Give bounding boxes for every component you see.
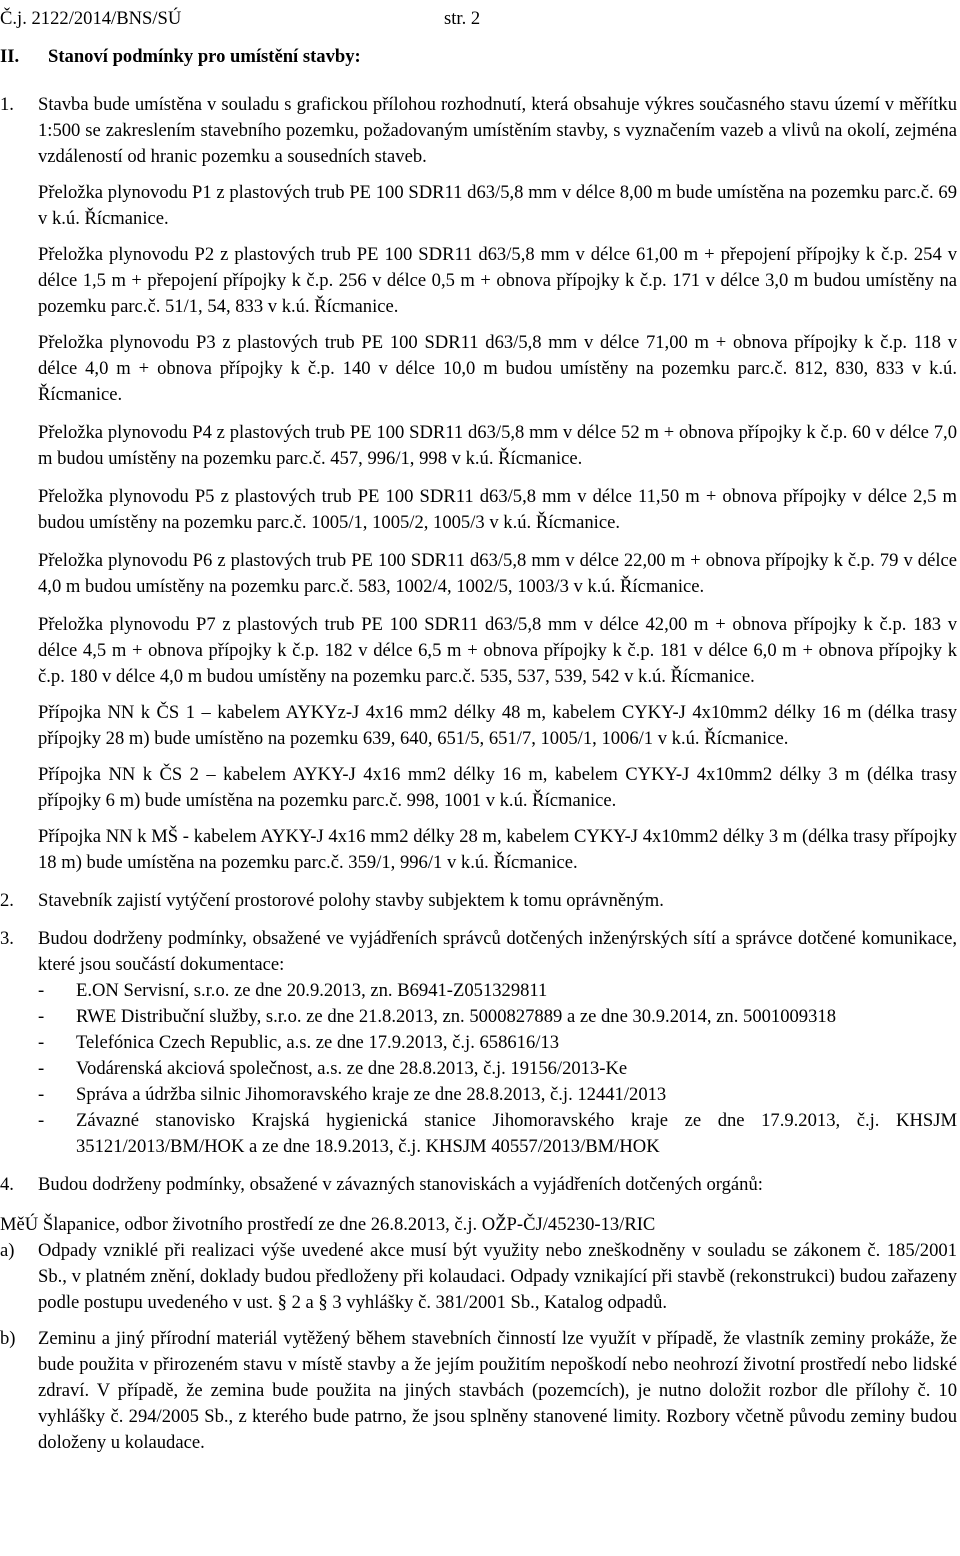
requirement-label: a): [0, 1240, 15, 1261]
condition-text: Stavebník zajistí vytýčení prostorové polohy stavby subjektem k tomu oprávněným.: [38, 890, 664, 911]
section-number: II.: [0, 46, 20, 67]
requirement-label: b): [0, 1328, 16, 1349]
list-item: [38, 1108, 957, 1160]
list-item: [38, 1004, 957, 1030]
power-connection-1: Přípojka NN k ČS 1 – kabelem AYKYz-J 4x16 mm2 délky 48 m, kabelem CYKY-J 4x10mm2 délky 16 m (délka trasy přípojky 28 m) bude umístěno na pozemku 639, 640, 651/5, 651/7, 1005/1, 1006/1 v k.ú. Řícmanice.: [38, 702, 957, 749]
authority-statement: MěÚ Šlapanice, odbor životního prostředí ze dne 26.8.2013, č.j. OŽP-ČJ/45230-13/RIC: [0, 1214, 656, 1235]
relocation-p2: Přeložka plynovodu P2 z plastových trub PE 100 SDR11 d63/5,8 mm v délce 61,00 m + přepojení přípojky k č.p. 254 v délce 1,5 m + přepojení přípojky k č.p. 256 v délce 0,5 m + obnova přípojky k č.p. 171 v délce 3,0 m budou umístěny na pozemku parc.č. 51/1, 54, 833 v k.ú. Řícmanice.: [38, 244, 957, 317]
requirement-text: Odpady vzniklé při realizaci výše uvedené akce musí být využity nebo zneškodněny v souladu se zákonem č. 185/2001 Sb., v platném znění, doklady budou předloženy při kolaudaci. Odpady vznikající při stavbě (rekonstrukci) budou zařazeny podle postupu uvedeného v ust. § 2 a § 3 vyhlášky č. 381/2001 Sb., Katalog odpadů.: [38, 1240, 957, 1313]
relocation-p6: Přeložka plynovodu P6 z plastových trub PE 100 SDR11 d63/5,8 mm v délce 22,00 m + obnova přípojky k č.p. 79 v délce 4,0 m budou umístěny na pozemku parc.č. 583, 1002/4, 1002/5, 1003/3 v k.ú. Řícmanice.: [38, 550, 957, 597]
dash-marker: -: [38, 980, 45, 1001]
page-number: str. 2: [444, 8, 481, 29]
section-title: Stanoví podmínky pro umístění stavby:: [48, 46, 361, 67]
condition-2: [0, 888, 957, 914]
condition-number: 4.: [0, 1174, 14, 1195]
dash-marker: -: [38, 1084, 45, 1105]
conditions-list: [0, 92, 957, 1456]
condition-number: 2.: [0, 890, 14, 911]
list-item-text: E.ON Servisní, s.r.o. ze dne 20.9.2013, zn. B6941-Z051329811: [76, 980, 548, 1001]
condition-text: Budou dodrženy podmínky, obsažené ve vyjádřeních správců dotčených inženýrských sítí a správce dotčené komunikace, které jsou součástí dokumentace:: [38, 928, 957, 975]
relocation-p5: Přeložka plynovodu P5 z plastových trub PE 100 SDR11 d63/5,8 mm v délce 11,50 m + obnova přípojky v délce 2,5 m budou umístěny na pozemku parc.č. 1005/1, 1005/2, 1005/3 v k.ú. Řícmanice.: [38, 486, 957, 533]
list-item: [38, 1056, 957, 1082]
power-connection-3: Přípojka NN k MŠ - kabelem AYKY-J 4x16 mm2 délky 28 m, kabelem CYKY-J 4x10mm2 délky 3 m (délka trasy přípojky 18 m) bude umístěna na pozemku parc.č. 359/1, 996/1 v k.ú. Řícmanice.: [38, 826, 957, 873]
list-item-text: Závazné stanovisko Krajská hygienická stanice Jihomoravského kraje ze dne 17.9.2013, č.j. KHSJM 35121/2013/BM/HOK a ze dne 18.9.2013, č.j. KHSJM 40557/2013/BM/HOK: [76, 1110, 957, 1157]
list-item: [38, 978, 957, 1004]
condition-text: Stavba bude umístěna v souladu s grafickou přílohou rozhodnutí, která obsahuje výkres současného stavu území v měřítku 1:500 se zakreslením stavebního pozemku, požadovaným umístěním stavby, s vyznačením vazeb a vlivů na okolí, zejména vzdáleností od hranic pozemku a sousedních staveb.: [38, 94, 957, 167]
list-item-text: Vodárenská akciová společnost, a.s. ze dne 28.8.2013, č.j. 19156/2013-Ke: [76, 1058, 628, 1079]
list-item-text: Správa a údržba silnic Jihomoravského kraje ze dne 28.8.2013, č.j. 12441/2013: [76, 1084, 667, 1105]
page-header: [0, 6, 481, 32]
list-item: [38, 1030, 957, 1056]
power-connection-2: Přípojka NN k ČS 2 – kabelem AYKY-J 4x16 mm2 délky 16 m, kabelem CYKY-J 4x10mm2 délky 3 m (délka trasy přípojky 6 m) bude umístěna na pozemku parc.č. 998, 1001 v k.ú. Řícmanice.: [38, 764, 957, 811]
list-item: [38, 1082, 957, 1108]
relocation-p4: Přeložka plynovodu P4 z plastových trub PE 100 SDR11 d63/5,8 mm v délce 52 m + obnova přípojky k č.p. 60 v délce 7,0 m budou umístěny na pozemku parc.č. 457, 996/1, 998 v k.ú. Řícmanice.: [38, 422, 957, 469]
list-item-text: RWE Distribuční služby, s.r.o. ze dne 21.8.2013, zn. 5000827889 a ze dne 30.9.2014, zn. 5001009318: [76, 1006, 836, 1027]
condition-3: [0, 926, 957, 1160]
relocation-p1: Přeložka plynovodu P1 z plastových trub PE 100 SDR11 d63/5,8 mm v délce 8,00 m bude umístěna na pozemku parc.č. 69 v k.ú. Řícmanice.: [38, 182, 957, 229]
relocation-p7: Přeložka plynovodu P7 z plastových trub PE 100 SDR11 d63/5,8 mm v délce 42,00 m + obnova přípojky k č.p. 183 v délce 4,5 m + obnova přípojky k č.p. 182 v délce 6,5 m + obnova přípojky k č.p. 181 v délce 6,0 m + obnova přípojky k č.p. 180 v délce 4,0 m budou umístěny na pozemku parc.č. 535, 537, 539, 542 v k.ú. Řícmanice.: [38, 614, 957, 687]
condition-4: [0, 1172, 957, 1198]
dash-marker: -: [38, 1110, 45, 1131]
requirement-a: [0, 1238, 957, 1316]
statements-list: [38, 978, 957, 1160]
dash-marker: -: [38, 1006, 45, 1027]
relocation-p3: Přeložka plynovodu P3 z plastových trub PE 100 SDR11 d63/5,8 mm v délce 71,00 m + obnova přípojky k č.p. 118 v délce 4,0 m + obnova přípojky k č.p. 140 v délce 10,0 m budou umístěny na pozemku parc.č. 812, 830, 833 v k.ú. Řícmanice.: [38, 332, 957, 405]
dash-marker: -: [38, 1032, 45, 1053]
condition-number: 1.: [0, 94, 14, 115]
section-heading: [0, 44, 361, 70]
condition-text: Budou dodrženy podmínky, obsažené v závazných stanoviskách a vyjádřeních dotčených orgánů:: [38, 1174, 763, 1195]
list-item-text: Telefónica Czech Republic, a.s. ze dne 17.9.2013, č.j. 658616/13: [76, 1032, 560, 1053]
requirement-text: Zeminu a jiný přírodní materiál vytěžený během stavebních činností lze využít v případě, že vlastník zeminy prokáže, že bude použita v přirozeném stavu v místě stavby a že jejím použitím nepoškodí nebo neohrozí životní prostředí nebo lidské zdraví. V případě, že zemina bude použita na jiných stavbách (pozemcích), je nutno doložit rozbor dle přílohy č. 10 vyhlášky č. 294/2005 Sb., z kterého bude patrno, že jsou splněny stanovené limity. Rozbory včetně původu zeminy budou doloženy u kolaudace.: [38, 1328, 957, 1453]
dash-marker: -: [38, 1058, 45, 1079]
condition-1: [0, 92, 957, 876]
condition-number: 3.: [0, 928, 14, 949]
requirement-b: [0, 1326, 957, 1456]
reference-number: Č.j. 2122/2014/BNS/SÚ: [0, 8, 182, 29]
